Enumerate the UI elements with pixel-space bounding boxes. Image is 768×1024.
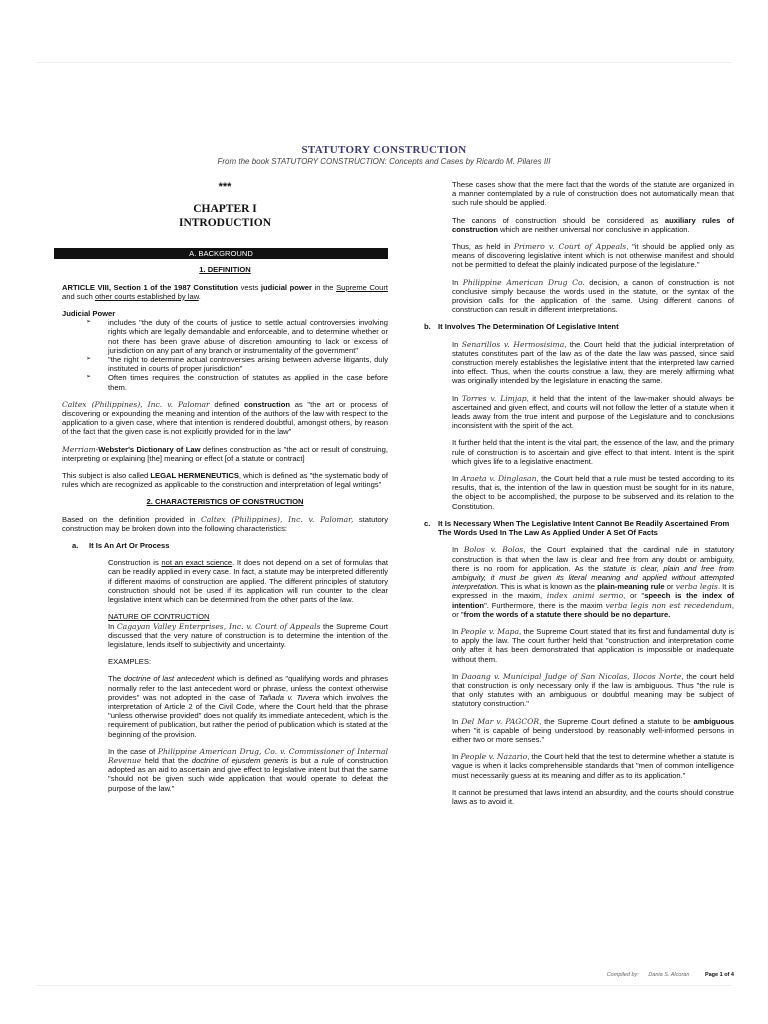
paragraph: In Daoang v. Municipal Judge of San Nicolas, Ilocos Norte, the court held that construction is only necessary only if the law is ambiguous. Thus "the rule is that only statutes with an ambiguous or doubtful meaning may be subject of statutory construction."	[452, 671, 734, 709]
paragraph: The canons of construction should be considered as auxiliary rules of construction which are neither universal nor conclusive in application.	[452, 215, 734, 234]
paragraph: It cannot be presumed that laws intend an absurdity, and the courts should construe laws as to avoid it.	[452, 787, 734, 806]
paragraph: In Bolos v. Bolos, the Court explained that the cardinal rule in statutory construction is that when the law is clear and free from any doubt or ambiguity, there is no room for application. As the statute is clear, plain and free from ambiguity, it must be given its literal meaning and applied without attempted interpretation. This is what is known as the plain-meaning rule or verba legis. It is expressed in the maxim, index animi sermo, or "speech is the index of intention". Furthermore, there is the maxim verba legis non est recedendum, or "from the words of a statute there should be no departure.	[452, 545, 734, 619]
examples-label: EXAMPLES:	[108, 657, 152, 667]
subheading-a: a. It Is An Art Or Process	[72, 541, 170, 551]
document-subtitle: From the book STATUTORY CONSTRUCTION: Concepts and Cases by Ricardo M. Pilares III	[217, 157, 551, 166]
subheading-c: c. It Is Necessary When The Legislative Intent Cannot Be Readily Ascertained From The Words Used In The Law As Applied Under A Set Of Facts	[424, 518, 730, 538]
article-paragraph: ARTICLE VIII, Section 1 of the 1987 Constitution vests judicial power in the Supreme Court and such other courts established by law.	[62, 282, 388, 301]
definition-heading: 1. DEFINITION	[199, 265, 251, 275]
paragraph: In Philippine American Drug Co. decision, a canon of construction is not conclusive simply because the words used in the statute, or the syntax of the provision calls for the application of the same. Using different canons of construction can result in different interpretations.	[452, 277, 735, 315]
list-item: ➢ Often times requires the construction of statutes as applied in the case before them.	[86, 373, 388, 392]
compiled-label: Compiled by:	[606, 972, 639, 978]
bullet-icon: ➢	[86, 374, 92, 381]
paragraph: In Torres v. Limjap, it held that the intent of the law-maker should always be ascertained and given effect, and courts will not follow the letter of a statute when it leads away from the true intent and purpose of the Legislature and to conclusions inconsistent with the spirit of the act.	[452, 393, 734, 431]
chapter-heading	[62, 202, 388, 230]
list-item: ➢ includes "the duty of the courts of justice to settle actual controversies involving rights which are legally demandable and enforceable, and to determine whether or not there has been grave abuse of discretion amounting to lack or excess of jurisdiction on any part of any branch or instrumentality of the government"	[86, 318, 388, 355]
page-footer	[607, 972, 734, 978]
paragraph: In Araeta v. Dinglasan, the Court held that a rule must be tested according to its results, that is, the intention of the law in question must be sought for in its nature, the object to be accomplished, the purpose to be subserved and its relation to the Constitution.	[452, 474, 734, 511]
nature-heading: NATURE OF CONTRUCTION	[108, 612, 210, 622]
paragraph: Thus, as held in Primero v. Court of Appeals, "it should be applied only as means of discovering legislative intent which is not otherwise manifest and should not be permitted to defeat the plainly indicated purpose of the legislature."	[452, 242, 734, 270]
right-column	[418, 180, 734, 814]
merriam-paragraph: Merriam-Webster's Dictionary of Law defines construction as "the act or result of construing, interpreting or explaining [the] meaning or effect [of a statute or contract]	[62, 444, 388, 463]
chapter-title: INTRODUCTION	[178, 217, 271, 230]
art-paragraph: Construction is not an exact science. It does not depend on a set of formulas that can be readily applied in every case. In fact, a statute may be interpreted differently if different maxims of construction are applied. The different principles of statutory construction should not be used if its application will run counter to the clear legislative intent which can be determined from the other parts of the law.	[108, 558, 388, 605]
paragraph: In People v. Nazario, the Court held that the test to determine whether a statute is vague is when it lacks comprehensible standards that "men of common intelligence must necessarily guess at its meaning and differ as to its application."	[452, 752, 735, 780]
characteristics-heading: 2. CHARACTERISTICS OF CONSTRUCTION	[146, 497, 304, 507]
paragraph: These cases show that the mere fact that the words of the statute are organized in a manner contemplated by a rule of construction does not automatically mean that such rule should be applied.	[452, 180, 734, 208]
page-number: Page 1 of 4	[704, 972, 734, 978]
chapter-number: CHAPTER I	[193, 203, 257, 216]
nature-paragraph: In Cagayan Valley Enterprises, Inc. v. Court of Appeals the Supreme Court discussed that the very nature of construction is to determine the intention of the legislature, lends itself to subjectivity and uncertainty.	[108, 621, 388, 649]
document-title: STATUTORY CONSTRUCTION	[301, 144, 467, 156]
paragraph: In Senarillos v. Hermosisima, the Court held that the judicial interpretation of statutes constitutes part of the law as of the date the law was passed, since said construction merely establishes the legislative intent that the interpreted law carried into effect. Thus, when the courts construe a law, they are merely affirming what was originally intended by the legislature in enacting the same.	[452, 339, 734, 386]
caltex-paragraph: Caltex (Philippines), Inc. v. Palomar defined construction as "the art or process of discovering or expounding the meaning and intention of the authors of the law with respect to the application to a given case, where that intention is rendered doubtful, amongst others, by reason of the fact that the given case is not explicitly provided for in the law"	[62, 399, 388, 437]
separator-stars: ***	[218, 181, 232, 193]
bottom-divider	[36, 985, 732, 986]
subheading-b: b. It Involves The Determination Of Legislative Intent	[424, 322, 619, 332]
paragraph: In Del Mar v. PAGCOR, the Supreme Court defined a statute to be ambiguous when "it is capable of being understood by reasonably well-informed persons in either two or more senses."	[452, 716, 735, 744]
hermeneutics-paragraph: This subject is also called LEGAL HERMENEUTICS, which is defined as "the systematic body of rules which are recognized as applicable to the construction and interpretation of legal writings"	[62, 471, 388, 490]
judicial-power-heading: Judicial Power	[62, 309, 116, 319]
list-item: ➢ "the right to determine actual controversies arising between adverse litigants, duly instituted in courts of proper jurisdiction"	[86, 355, 388, 374]
left-column	[62, 180, 388, 801]
bullet-icon: ➢	[86, 356, 92, 363]
section-bar: A. BACKGROUND	[54, 248, 388, 259]
paragraph: It further held that the intent is the vital part, the essence of the law, and the primary rule of construction is to ascertain and give effect to that intent. Intent is the spirit which gives life to a legislative enactment.	[452, 438, 734, 466]
compiler-name: Dania S. Alcoran	[648, 972, 690, 978]
based-paragraph: Based on the definition provided in Caltex (Philippines), Inc. v. Palomar, statutory construction may be broken down into the following characteristics:	[62, 514, 388, 533]
example-paragraph: In the case of Philippine American Drug, Co. v. Commissioner of Internal Revenue held that the doctrine of ejusdem generis is but a rule of construction adopted as an aid to ascertain and give effect to legislative intent but that the same "should not be given such wide application that would operate to defeat the purpose of the law."	[108, 746, 389, 793]
paragraph: In People v. Mapa, the Supreme Court stated that its first and fundamental duty is to apply the law. The court further held that "construction and interpretation come only after it has been demonstrated that application is impossible or inadequate without them.	[452, 626, 734, 664]
example-paragraph: The doctrine of last antecedent which is defined as "qualifying words and phrases normally refer to the last antecedent word or phrase, unless the context otherwise provides" was not adopted in the case of Tañada v. Tuvera which involves the interpretation of Article 2 of the Civil Code, where the Court held that the phrase "unless otherwise provided" does not qualify its immediate antecedent, which is the requirement of publication, but rather the period of publication which is stated at the beginning of the provision.	[108, 674, 388, 739]
bullet-icon: ➢	[86, 319, 92, 326]
top-divider	[36, 62, 732, 63]
